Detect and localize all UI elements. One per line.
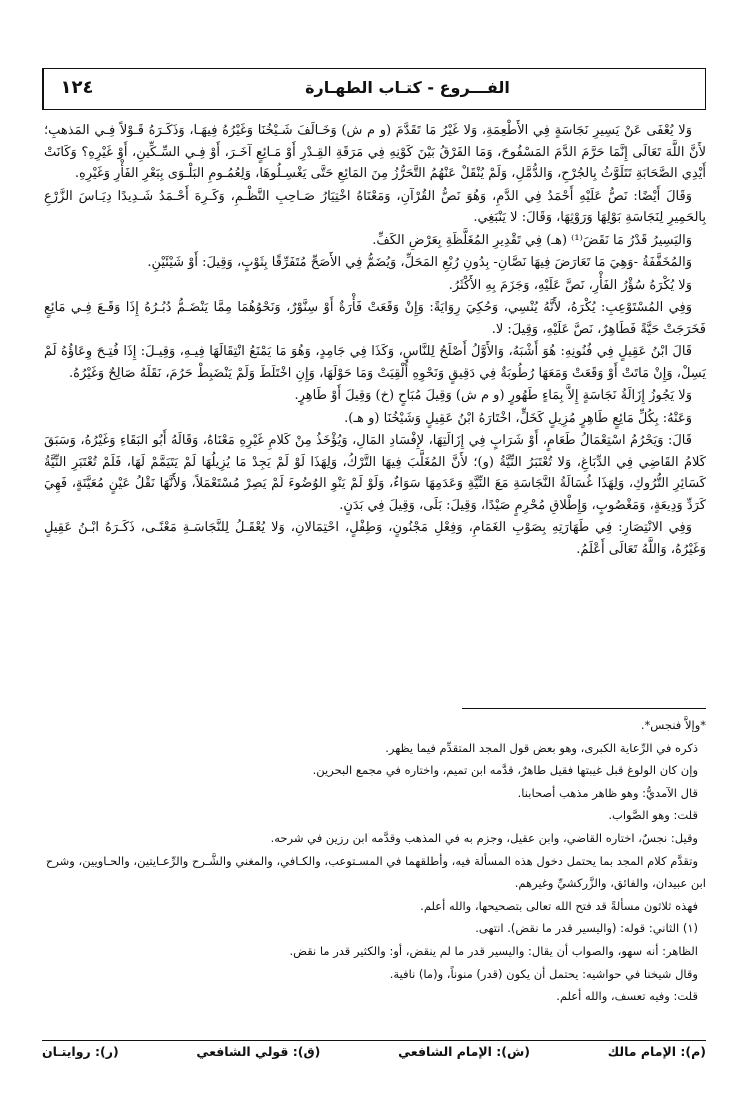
page-number: ١٢٤ [43,69,110,109]
legend-item: (ق): قولي الشافعي [196,1044,321,1059]
footnote-line: قلت: وهو الصَّواب. [608,808,698,823]
footnote-line: *وإلاَّ فنجس*. [640,718,706,732]
footnote-line: فهذه ثلاثون مسألةً قد فتح الله تعالى بتصحيحها، والله أعلم. [420,898,698,913]
legend-rule [42,1040,706,1041]
body-paragraph: قَالَ ابْنُ عَقِيلٍ فِي فُنُونِهِ: هُوَ أَشْبَهُ، وَالأَوَّلُ أَصْلَحُ لِلنَّاسِ، وَكَذَا فِي جَامِدٍ، وَهُوَ مَا يَمْنَعُ انْتِقَالَهَا فِيـهِ، وَقِيـلَ: إِذَا فُتِـحَ وِعَاؤُهُ لَمْ يَسِلْ، وَإِنْ مَاتَتْ أَوْ وَقَعَتْ وَمَعَهَا رُطُوبَةٌ فِي دَقِيقٍ وَنَحْوِهِ أُلْقِيَتْ وَمَا حَوْلَهَا، وَإِنِ اخْتَلَطَ وَلَمْ يَنْضَبِطْ حَرُمَ، نَقَلَهُ صَالِحٌ وَغَيْرُهُ. [44,344,706,381]
body-paragraph: وَاليَسِيرُ قَدْرُ مَا نَقَضَ⁽¹⁾ (هـ) فِي تَقْدِيرِ المُغَلَّظَةِ بِعَرْضِ الكَفِّ. [372,232,692,248]
footnote-line: وتقدَّم كلام المجد بما يحتمل دخول هذه المسألة فيه، وأطلقهما في المسـتوعب، والكـافي، والمغني والشَّـرح والرِّعـايتين، والحـاويين، وشرح ابن عبيدان، والفائق، والزَّركشيِّ وغيرهم. [45,853,706,891]
footnote-line: ذكره في الرِّعاية الكبرى، وهو بعض قول المجد المتقدِّم فيما يظهر. [385,740,698,755]
running-title: الفـــروع - كتـاب الطهـارة [305,78,510,97]
main-text [44,120,706,561]
body-paragraph: وَلا يُكْرَهُ سُؤْرُ الفَأْرِ، نَصَّ عَلَيْهِ، وَجَزَمَ بِهِ الأَكْثَرُ. [448,277,692,293]
body-paragraph: وَالمُخَفَّفَةُ -وَهِيَ مَا تَعَارَضَ فِيهَا نَصَّانِ- بِدُونِ رُبْعِ المَحَلِّ، وَيُضَمُّ فِي الأَصَحِّ مُتَفَرِّقًا بِثَوْبٍ، وَقِيلَ: أَوْ شَيْئَيْنِ. [147,255,692,270]
legend-item: (م): الإمام مالك [607,1044,706,1059]
body-paragraph: قَالَ: وَيَحْرُمُ اسْتِعْمَالُ طَعَامٍ، أَوْ شَرَابٍ فِي إِزَالَتِهَا، لإِفْسَادِ المَالِ، وَيُؤْخَذُ مِنْ كَلامِ غَيْرِهِ مَعْنَاهُ، وَقَالَهُ أَبُو البَقَاءِ وَغَيْرُهُ، وَسَبَقَ كَلامُ القَاضِي فِي الدِّبَاغِ، وَلا تُعْتَبَرُ النِّيَّةُ (و)؛ لأَنَّ المُغَلَّبَ فِيهَا التَّرْكُ، وَلِهَذَا لَوْ لَمْ يَجِدْ مَا يُزِيلُهَا لَمْ يَتَيَمَّمْ لَهَا، فَلَمْ تُعْتَبَرِ النِّيَّةُ كَسَائِرِ التُّرُوكِ، وَلِهَذَا غُسَالَةُ النَّجَاسَةِ مَعَ النِّيَّةِ وَعَدَمِهَا سَوَاءٌ، وَلَوْ لَمْ يَنْوِ الوُضُوءَ لَمْ يَصِرْ مُسْتَعْمَلاً، وَلأَنَّهَا نَقْلُ عَيْنٍ مُعَيَّنَةٍ، فَهِيَ كَرَدِّ وَدِيعَةٍ، وَمَغْصُوبٍ، وَإِطْلاقِ مُحْرِمٍ صَيْدًا، وَقِيلَ: بَلَى، وَقِيلَ فِي بَدَنٍ. [44,433,706,513]
legend-item: (ر): روايتـان [42,1044,119,1059]
footnotes [44,714,706,1008]
legend-item: (ش): الإمام الشافعي [398,1044,530,1059]
footnote-line: قال الآمديُّ: وهو ظاهر مذهب أصحابنا. [517,785,698,800]
body-paragraph: وَعَنْهُ: بِكُلِّ مَائِعٍ طَاهِرٍ مُزِيلٍ كَخَلٍّ، اخْتَارَهُ ابْنُ عَقِيلٍ وَشَيْخُنَا (و هـ). [344,410,692,426]
abbreviation-legend [42,1044,706,1068]
footnote-line: قلت: وفيه تعسف، والله أعلم. [556,989,698,1004]
body-paragraph: وَفِي المُسْتَوْعِبِ: يُكْرَهُ، لأَنَّهُ يُنْسِي، وَحُكِيَ رِوَايَةً: وَإِنْ وَقَعَتْ فَأْرَةٌ أَوْ سِنَّوْرٌ، وَنَحْوُهُمَا مِمَّا يَنْضَـمُّ دُبُـرُهُ إِذَا وَقَـعَ فِـي مَائِعٍ فَخَرَجَتْ حَيَّةً فَطَاهِرٌ، نَصَّ عَلَيْهِ، وَقِيلَ: لا. [44,300,706,337]
body-paragraph: وَلا يُعْفَى عَنْ يَسِيرِ نَجَاسَةٍ فِي الأَطْعِمَةِ، وَلا غَيْرُ مَا تَقَدَّمَ (و م ش) وَخَـالَفَ شَـيْخُنَا وَغَيْرُهُ فِيهَـا، وَذَكَـرَهُ قَـوْلاً فِـي المَذهبِ؛ لأَنَّ اللَّهَ تَعَالَى إِنَّمَا حَرَّمَ الدَّمَ المَسْفُوحَ، وَمَا الفَرْقُ بَيْنَ كَوْنِهِ فِي مَرَقَةِ القِـدْرِ أَوْ مَـائِعٍ آخَـرَ، أَوْ فِـي السِّـكِّينِ، أَوْ غَيْرِهِ؟ وَكَانَتْ أَيْدِي الصَّحَابَةِ تَتَلَوَّثُ بِالجُرْحِ، وَالدُّمَّلِ، وَلَمْ يُنْقَلْ عَنْهُمُ التَّحَرُّزُ مِنَ المَائِعِ حَتَّى يَغْسِـلُوهَا، وَلِعُمُـومِ البَلْـوَى بِبَعْرِ الفَأْرِ وَغَيْرِهِ. [44,123,706,181]
footnote-line: وقيل: نجسٌ، اختاره القاضي، وابن عقيل، وجزم به في المذهب وقدَّمه ابن رزين في شرحه. [270,830,698,845]
body-paragraph: وَفِي الانْتِصَارِ: فِي طَهَارَتِهِ بِصَوْبِ الغَمَامِ، وَفِعْلِ مَجْنُونٍ، وَطِفْلٍ، احْتِمَالانِ، وَلا يُعْقَـلُ لِلنَّجَاسَـةِ مَعْنًـى، ذَكَـرَهُ ابْـنُ عَقِيلٍ وَغَيْرُهُ، وَاللَّهُ تَعَالَى أَعْلَمُ. [44,520,706,557]
footnote-separator [462,708,706,709]
footnote-line: الظاهر: أنه سهو، والصواب أن يقال: واليسير قدر ما لم ينقض، أو: والكثير قدر ما نقض. [289,943,698,958]
body-paragraph: وَلا يَجُوزُ إِزَالَةُ نَجَاسَةٍ إِلاَّ بِمَاءٍ طَهُورٍ (و م ش) وَقِيلَ مُبَاحٍ (خ) وَقِيلَ أَوْ طَاهِرٍ. [294,388,692,403]
body-paragraph: وَقَالَ أَيْضًا: نَصُّ عَلَيْهِ أَحْمَدُ فِي الدَّمِ، وَهُوَ نَصُّ القُرْآنِ، وَمَعْنَاهُ اخْتِيَارُ صَـاحِبِ النَّظْـمِ، وَكَـرِهَ أَحْـمَدُ شَـدِيدًا دِيَـاسَ الزَّرْعِ بِالحَمِيرِ لِنَجَاسَةِ بَوْلِهَا وَرَوْثِهَا، وَقَالَ: لا يَنْبَغِي. [44,188,706,225]
page-header [42,68,706,110]
footnote-line: (١) الثاني: قوله: (واليسير قدر ما نقض). انتهى. [475,921,698,936]
footnote-line: وقال شيخنا في حواشيه: يحتمل أن يكون (قدر) منوناً، و(ما) نافية. [389,966,698,981]
footnote-line: وإن كان الولوغ قبل غيبتها فقيل طاهرٌ، قدَّمه ابن تميم، واختاره في مجمع البحرين. [312,763,698,778]
